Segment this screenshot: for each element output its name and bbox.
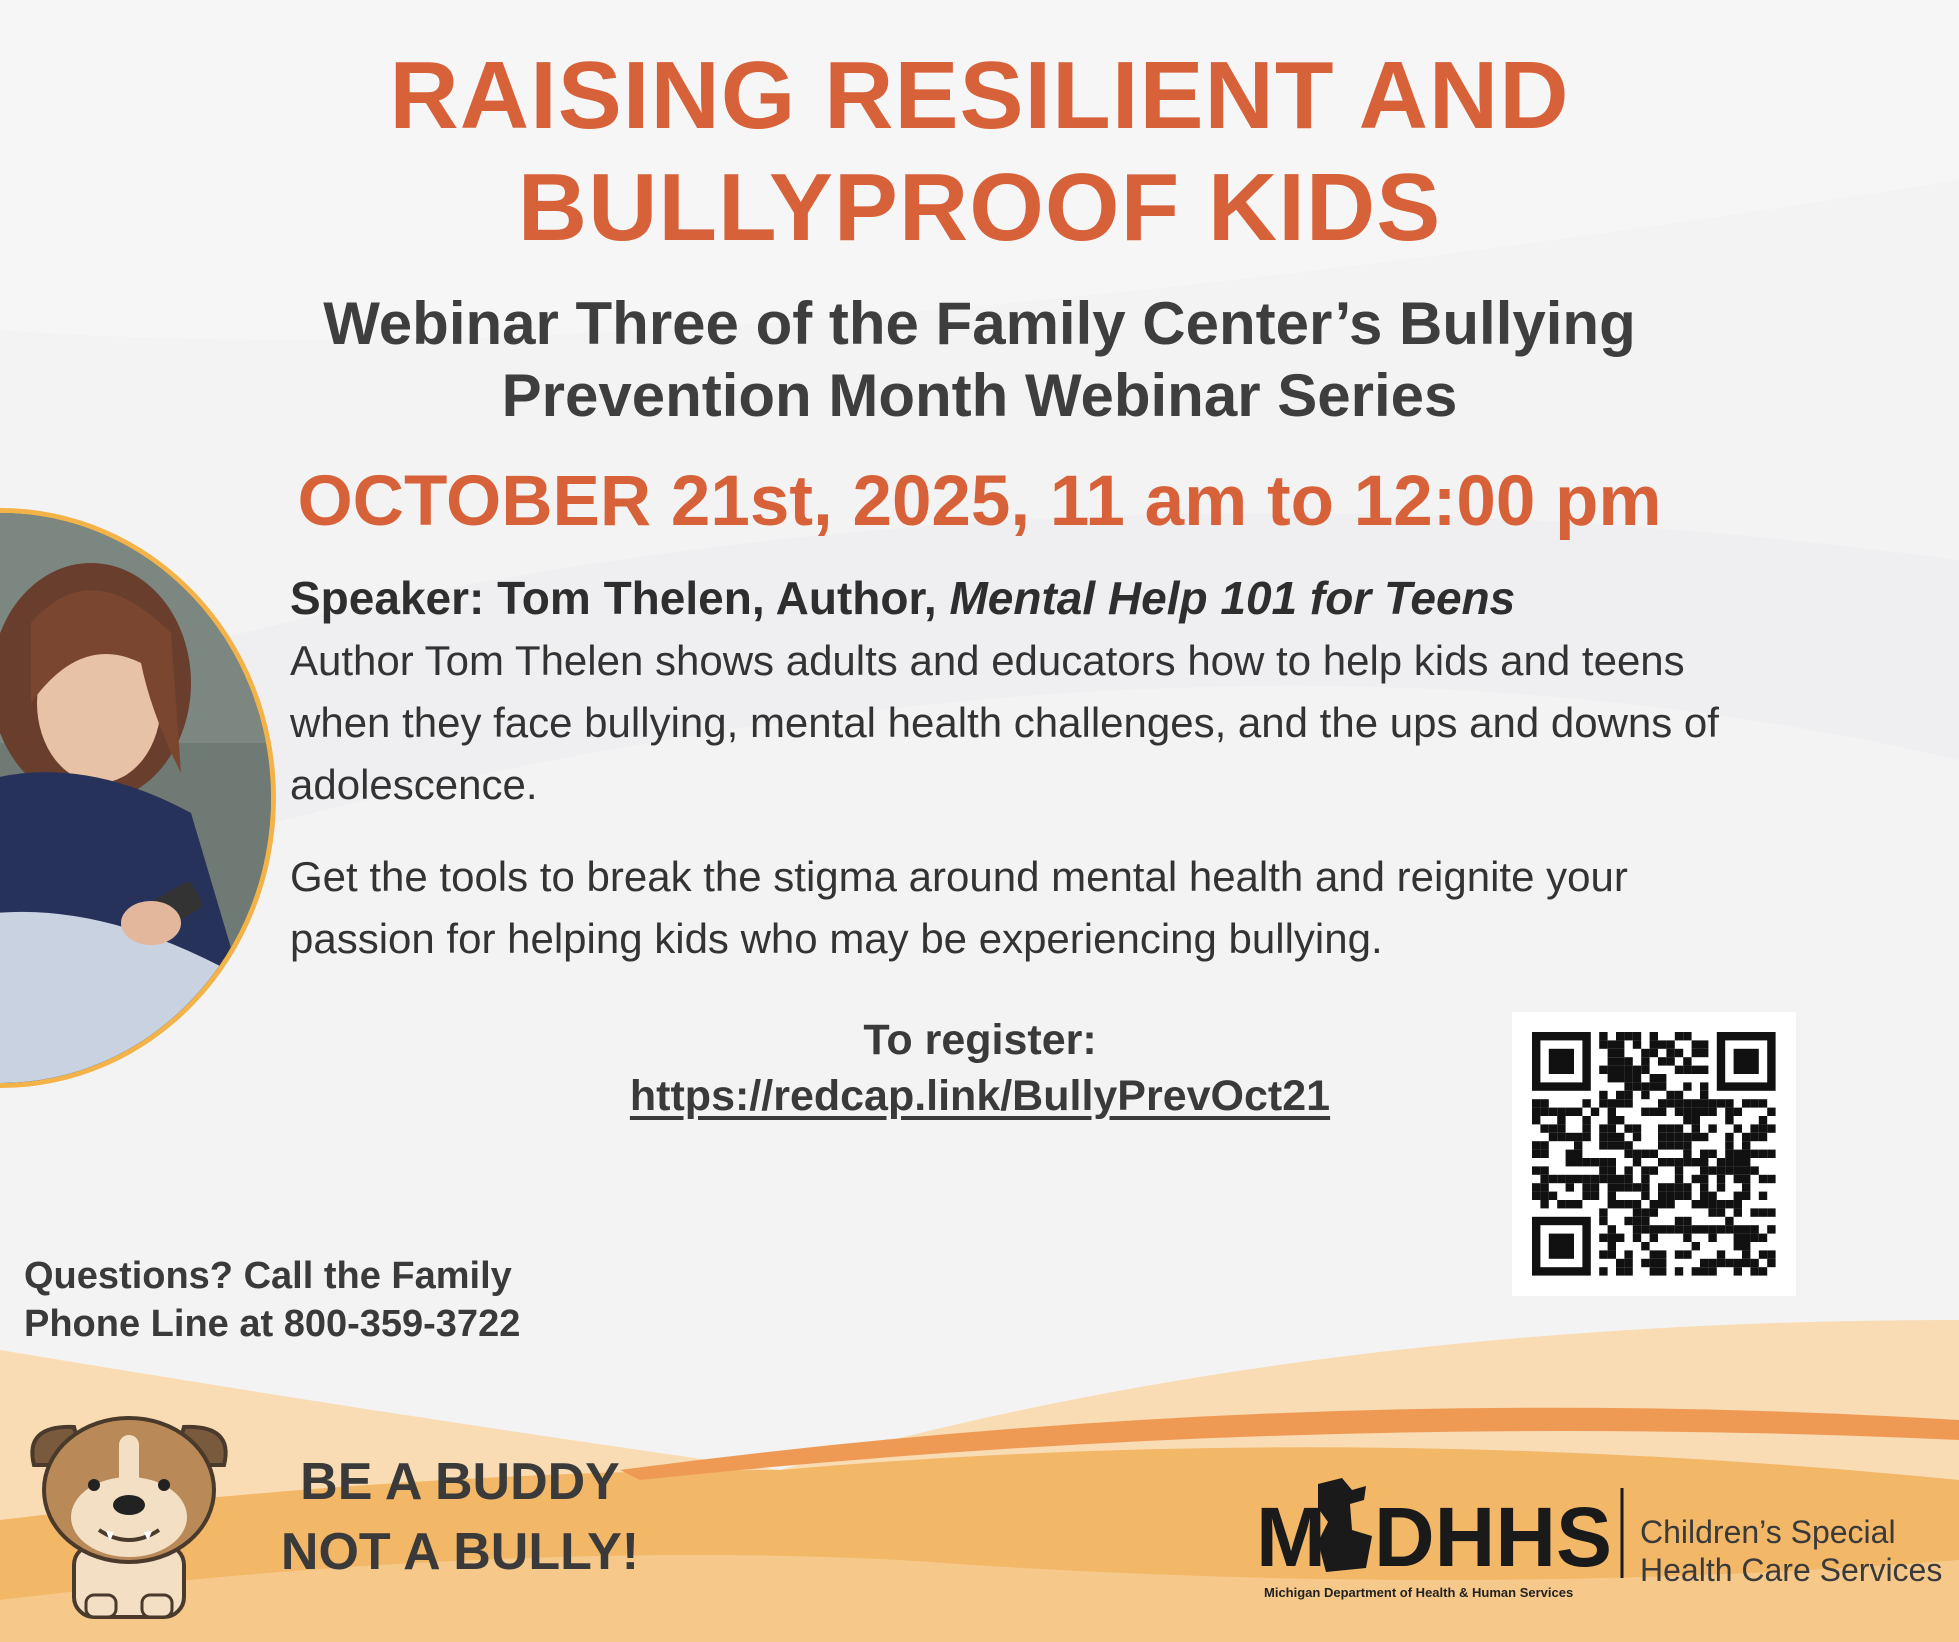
speaker-prefix: Speaker: Tom Thelen, Author,	[290, 572, 950, 624]
qr-code-icon[interactable]	[1512, 1012, 1796, 1296]
title-line-2: BULLYPROOF KIDS	[517, 154, 1442, 261]
register-link[interactable]: https://redcap.link/BullyPrevOct21	[629, 1072, 1331, 1120]
register-label: To register:	[863, 1016, 1097, 1064]
subtitle-line-1: Webinar Three of the Family Center’s Bullying	[323, 290, 1636, 357]
subtitle	[0, 288, 1959, 432]
speaker-line	[290, 570, 1750, 626]
mdhhs-wordmark-m: M	[1256, 1490, 1326, 1584]
questions-line-2: Phone Line at 800-359-3722	[24, 1303, 521, 1345]
main-title	[0, 40, 1959, 264]
mdhhs-wordmark-rest: DHHS	[1374, 1490, 1613, 1584]
description-paragraph-1: Author Tom Thelen shows adults and educators how to help kids and teens when they face bullying, mental health challenges, and the ups and downs of adolescence.	[290, 637, 1719, 808]
title-line-1: RAISING RESILIENT AND	[389, 42, 1570, 149]
book-title: Mental Help 101 for Teens	[949, 572, 1516, 624]
program-line-2: Health Care Services	[1640, 1552, 1943, 1588]
event-date: OCTOBER 21st, 2025, 11 am to 12:00 pm	[297, 462, 1662, 541]
mdhhs-logo	[1256, 1470, 1636, 1585]
slogan	[250, 1447, 670, 1587]
questions-text	[24, 1252, 584, 1348]
questions-line-1: Questions? Call the Family	[24, 1255, 512, 1297]
mdhhs-subline: Michigan Department of Health & Human Services	[1264, 1585, 1574, 1600]
slogan-line-2: NOT A BULLY!	[280, 1523, 640, 1581]
slogan-line-1: BE A BUDDY	[300, 1453, 620, 1511]
program-name	[1640, 1513, 1942, 1589]
description-paragraph-2: Get the tools to break the stigma around mental health and reignite your passion for helping kids who may be experiencing bullying.	[290, 853, 1628, 962]
subtitle-line-2: Prevention Month Webinar Series	[501, 362, 1458, 429]
program-line-1: Children’s Special	[1640, 1514, 1896, 1550]
bulldog-icon	[24, 1405, 234, 1625]
michigan-map-icon	[1318, 1478, 1372, 1572]
